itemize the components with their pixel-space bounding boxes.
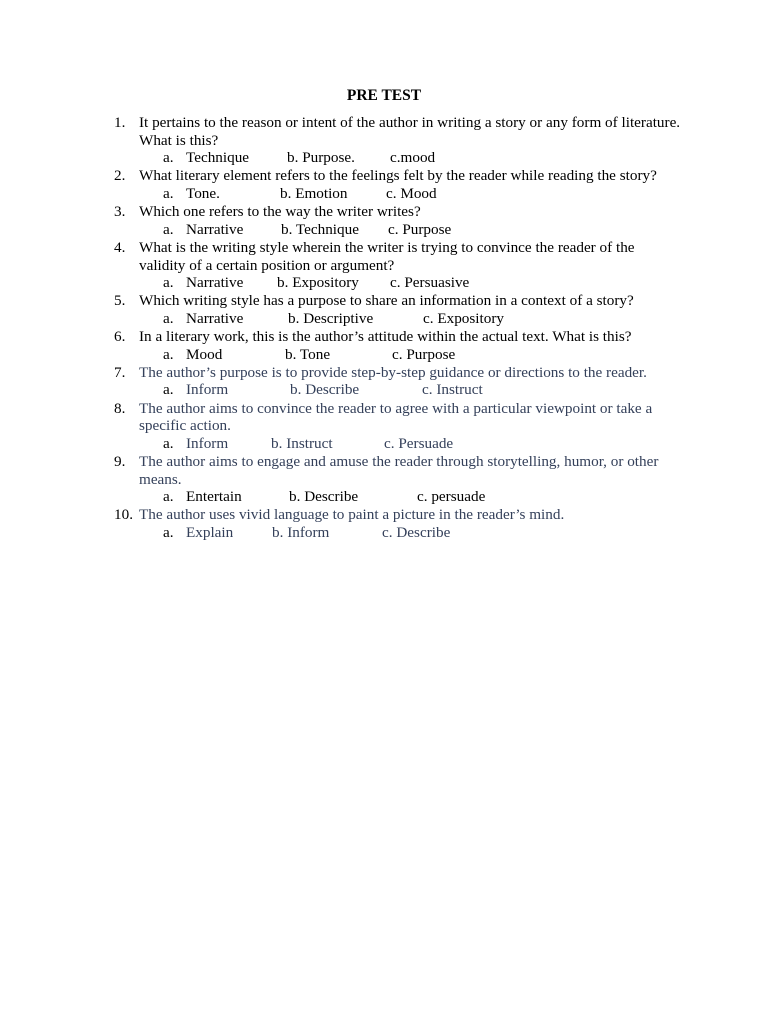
question-text: Which writing style has a purpose to share an information in a context of a story? bbox=[139, 292, 634, 310]
question-1-options bbox=[163, 149, 684, 167]
option-b: b. Tone bbox=[285, 345, 331, 363]
option-a: Technique bbox=[186, 149, 250, 167]
option-c: c. Describe bbox=[382, 524, 451, 541]
option-letter: a. bbox=[163, 274, 174, 292]
option-b: b. Describe bbox=[290, 381, 360, 399]
question-number: 2. bbox=[114, 167, 126, 185]
question-list bbox=[114, 114, 684, 542]
option-a: Narrative bbox=[186, 309, 244, 327]
page-title: PRE TEST bbox=[346, 87, 422, 104]
option-letter: a. bbox=[163, 220, 174, 238]
option-letter: a. bbox=[163, 488, 174, 506]
question-text: The author uses vivid language to paint a picture in the reader’s mind. bbox=[139, 506, 565, 524]
option-a: Mood bbox=[186, 345, 223, 363]
option-b: b. Technique bbox=[281, 220, 359, 238]
option-c: c. Instruct bbox=[422, 381, 483, 399]
question-10-options bbox=[163, 524, 684, 542]
question-4-options bbox=[163, 274, 684, 292]
option-letter: a. bbox=[163, 184, 174, 202]
option-b: b. Descriptive bbox=[288, 309, 374, 327]
option-letter: a. bbox=[163, 524, 174, 541]
option-letter: a. bbox=[163, 381, 174, 399]
option-letter: a. bbox=[163, 149, 174, 167]
option-c: c. Persuasive bbox=[390, 274, 470, 292]
question-number: 8. bbox=[114, 399, 126, 417]
question-number: 10. bbox=[114, 506, 133, 524]
option-c: c. Purpose bbox=[388, 220, 452, 238]
option-c: c.mood bbox=[390, 149, 436, 167]
question-number: 4. bbox=[114, 238, 126, 256]
option-c: c. Mood bbox=[386, 184, 437, 202]
option-c: c. Expository bbox=[423, 309, 504, 327]
question-text: What literary element refers to the feelings felt by the reader while reading the story? bbox=[139, 167, 657, 185]
question-4 bbox=[114, 239, 684, 274]
question-8-options bbox=[163, 435, 684, 453]
question-6 bbox=[114, 328, 684, 346]
question-6-options bbox=[163, 346, 684, 364]
question-text: In a literary work, this is the author’s attitude within the actual text. What is this? bbox=[139, 328, 632, 346]
question-5-options bbox=[163, 310, 684, 328]
question-1 bbox=[114, 114, 684, 149]
question-number: 7. bbox=[114, 363, 126, 381]
question-number: 6. bbox=[114, 328, 126, 346]
question-7 bbox=[114, 364, 684, 382]
option-a: Narrative bbox=[186, 220, 244, 238]
question-7-options bbox=[163, 381, 684, 399]
option-letter: a. bbox=[163, 309, 174, 327]
option-b: b. Purpose. bbox=[287, 149, 355, 167]
option-c: c. Purpose bbox=[392, 345, 456, 363]
question-2-options bbox=[163, 185, 684, 203]
question-number: 1. bbox=[114, 114, 126, 131]
question-3 bbox=[114, 203, 684, 221]
question-10 bbox=[114, 506, 684, 524]
question-text: The author aims to engage and amuse the reader through storytelling, humor, or other means. bbox=[139, 453, 659, 488]
question-number: 5. bbox=[114, 292, 126, 310]
option-c: c. persuade bbox=[417, 488, 486, 506]
question-3-options bbox=[163, 221, 684, 239]
question-number: 9. bbox=[114, 453, 126, 471]
question-2 bbox=[114, 167, 684, 185]
option-letter: a. bbox=[163, 345, 174, 363]
question-text: What is the writing style wherein the writer is trying to convince the reader of the validity of a certain position or argument? bbox=[139, 238, 635, 274]
question-9 bbox=[114, 453, 684, 488]
option-a: Inform bbox=[186, 381, 229, 399]
option-c: c. Persuade bbox=[384, 434, 454, 452]
option-a: Inform bbox=[186, 434, 229, 452]
question-text: The author aims to convince the reader to agree with a particular viewpoint or take a specific action. bbox=[139, 399, 653, 435]
option-a: Narrative bbox=[186, 274, 244, 292]
question-text: It pertains to the reason or intent of the author in writing a story or any form of literature. What is this? bbox=[139, 114, 681, 149]
question-8 bbox=[114, 400, 684, 435]
option-a: Explain bbox=[186, 524, 234, 541]
question-text: The author’s purpose is to provide step-by-step guidance or directions to the reader. bbox=[139, 363, 647, 381]
option-a: Entertain bbox=[186, 488, 242, 506]
question-number: 3. bbox=[114, 203, 126, 221]
option-b: b. Expository bbox=[277, 274, 359, 292]
option-b: b. Inform bbox=[272, 524, 330, 541]
question-text: Which one refers to the way the writer writes? bbox=[139, 203, 421, 221]
option-b: b. Emotion bbox=[280, 184, 348, 202]
question-5 bbox=[114, 292, 684, 310]
question-9-options bbox=[163, 488, 684, 506]
option-a: Tone. bbox=[186, 184, 220, 202]
option-letter: a. bbox=[163, 434, 174, 452]
option-b: b. Instruct bbox=[271, 434, 333, 452]
option-b: b. Describe bbox=[289, 488, 359, 506]
